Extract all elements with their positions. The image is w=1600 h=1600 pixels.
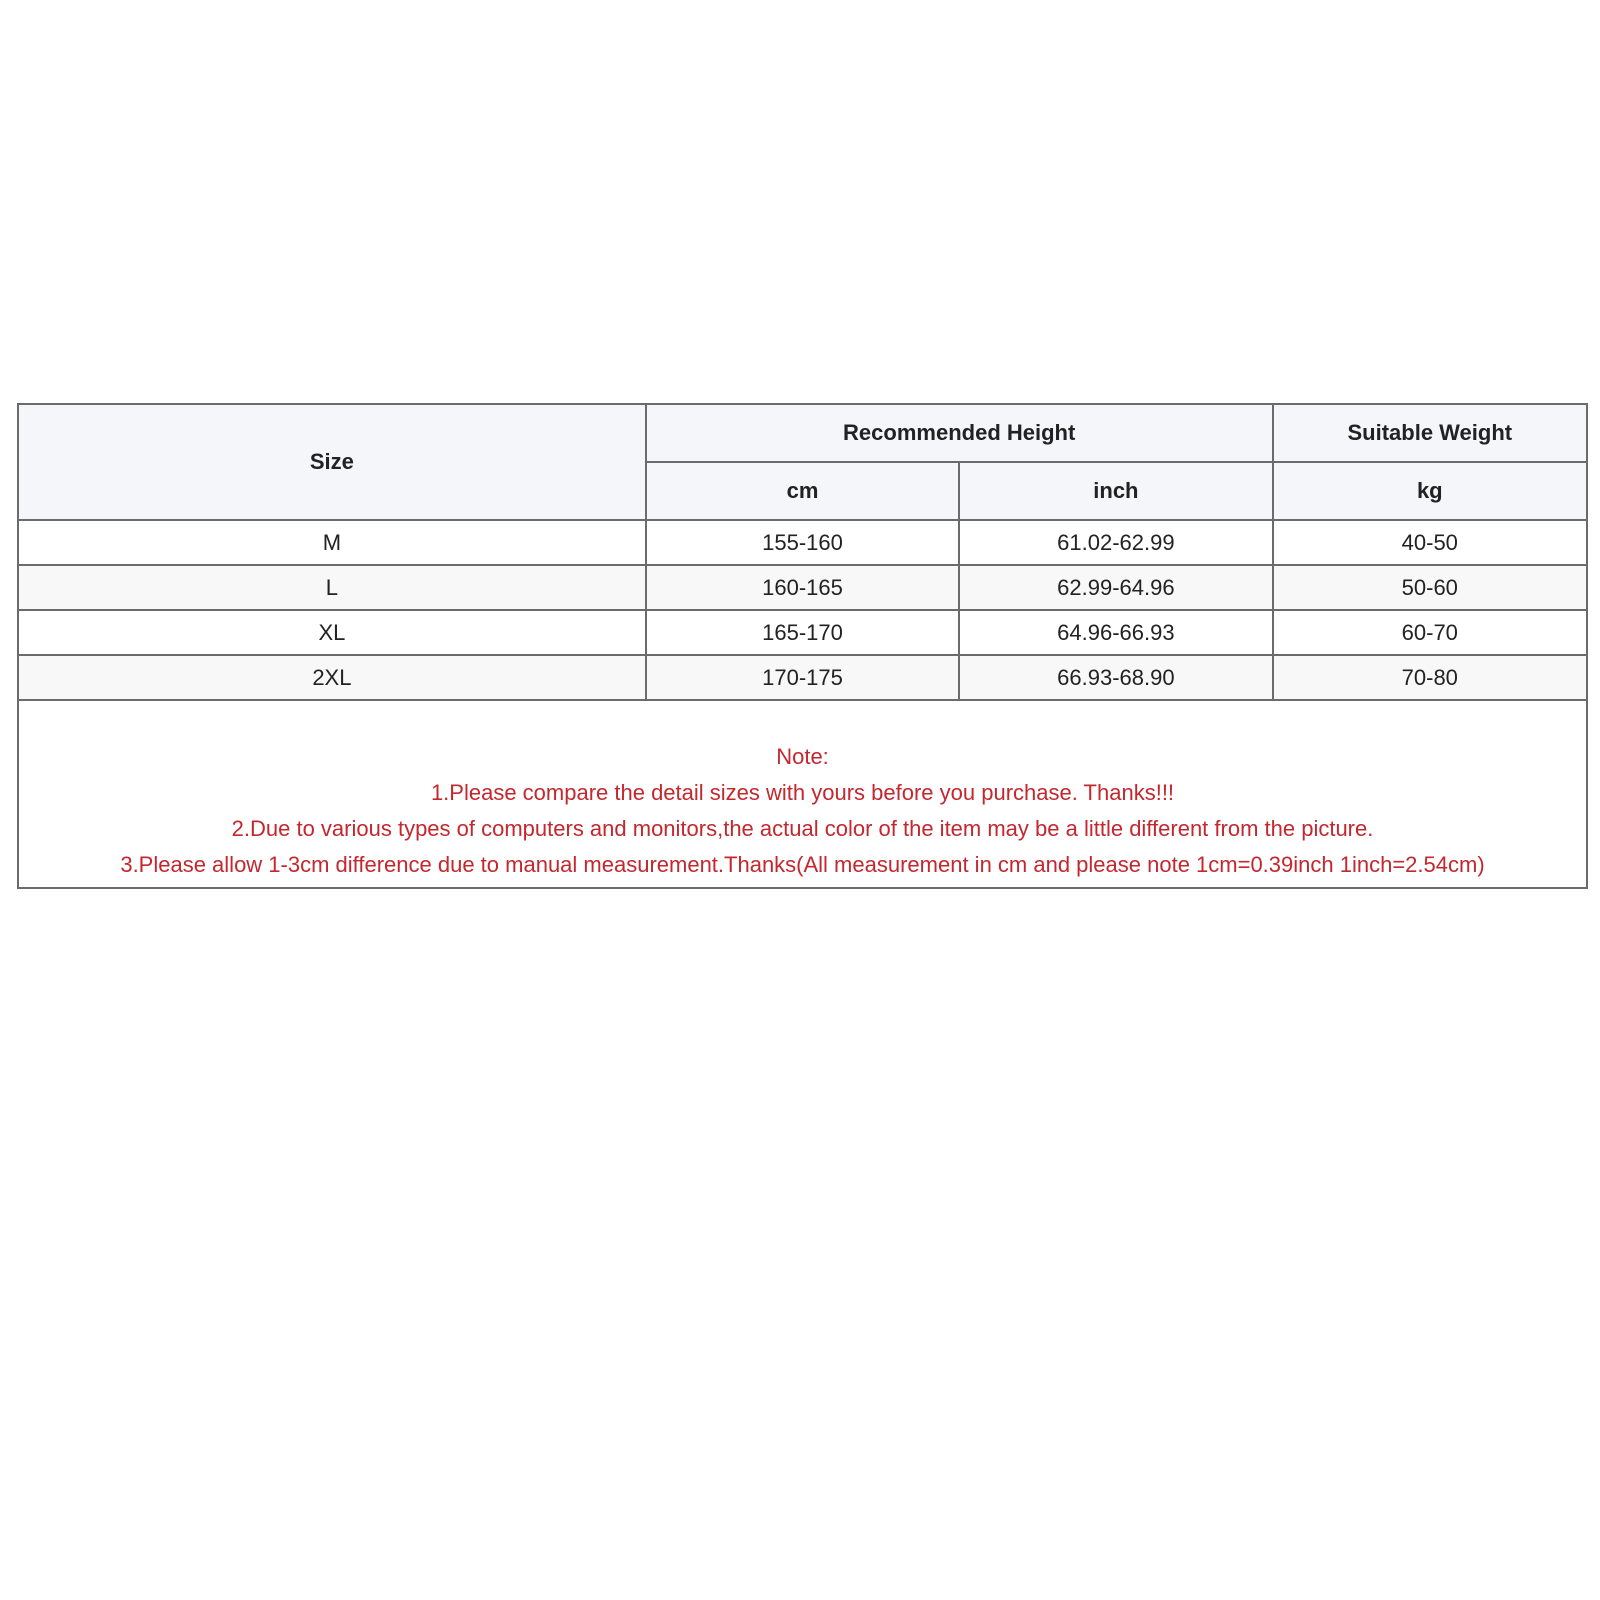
- cell-cm: 170-175: [646, 655, 959, 700]
- cell-size: 2XL: [19, 655, 646, 700]
- cell-inch: 64.96-66.93: [959, 610, 1272, 655]
- table-row: [19, 565, 1586, 610]
- cell-kg: 50-60: [1273, 565, 1586, 610]
- header-size: Size: [19, 405, 646, 520]
- header-inch: inch: [959, 462, 1272, 520]
- cell-cm: 165-170: [646, 610, 959, 655]
- note-line: 3.Please allow 1-3cm difference due to manual measurement.Thanks(All measurement in cm and please note 1cm=0.39inch 1inch=2.54cm): [120, 852, 1485, 877]
- note-title: Note:: [776, 744, 829, 769]
- cell-inch: 62.99-64.96: [959, 565, 1272, 610]
- table-row: [19, 655, 1586, 700]
- note-line: 2.Due to various types of computers and monitors,the actual color of the item may be a little different from the picture.: [231, 816, 1374, 841]
- header-suitable-weight: Suitable Weight: [1273, 405, 1586, 462]
- cell-size: XL: [19, 610, 646, 655]
- notes-section: [19, 701, 1586, 887]
- cell-kg: 60-70: [1273, 610, 1586, 655]
- size-chart: [17, 403, 1588, 889]
- header-recommended-height: Recommended Height: [646, 405, 1273, 462]
- header-cm: cm: [646, 462, 959, 520]
- header-row-top: [19, 405, 1586, 462]
- cell-size: M: [19, 520, 646, 565]
- cell-inch: 61.02-62.99: [959, 520, 1272, 565]
- cell-size: L: [19, 565, 646, 610]
- cell-kg: 40-50: [1273, 520, 1586, 565]
- header-kg: kg: [1273, 462, 1586, 520]
- cell-inch: 66.93-68.90: [959, 655, 1272, 700]
- note-line: 1.Please compare the detail sizes with yours before you purchase. Thanks!!!: [430, 780, 1175, 805]
- table-row: [19, 610, 1586, 655]
- cell-cm: 160-165: [646, 565, 959, 610]
- cell-kg: 70-80: [1273, 655, 1586, 700]
- cell-cm: 155-160: [646, 520, 959, 565]
- table-row: [19, 520, 1586, 565]
- size-table: [19, 405, 1586, 701]
